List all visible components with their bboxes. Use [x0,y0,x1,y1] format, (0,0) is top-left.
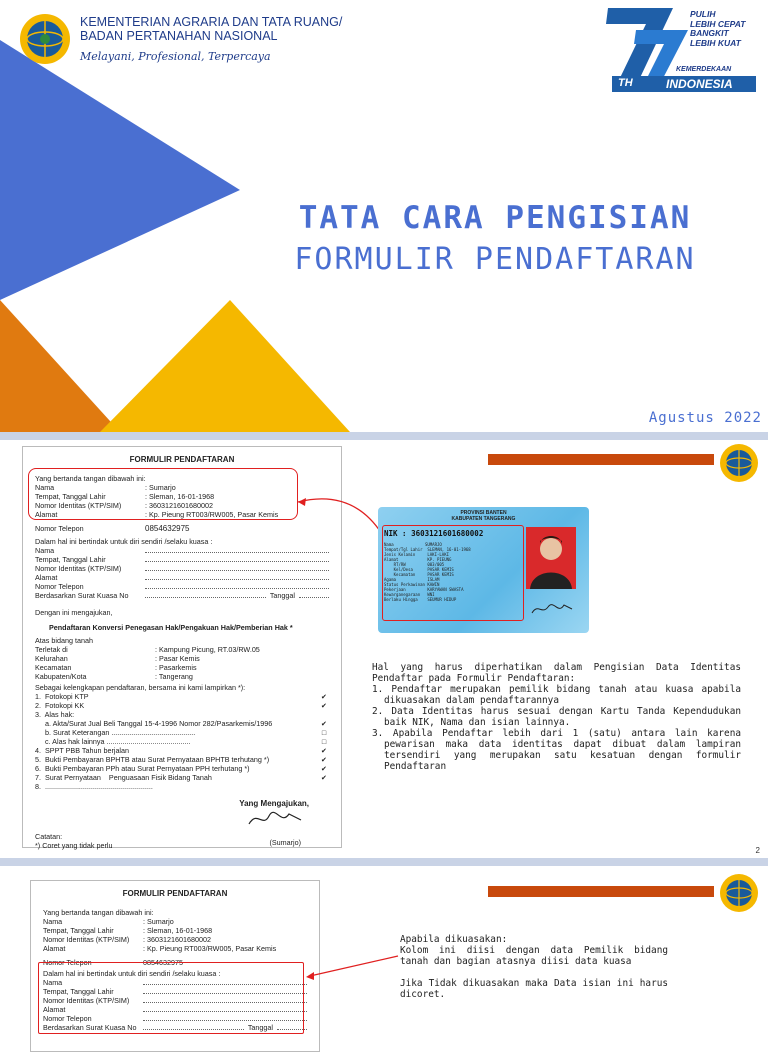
attachment-label: 8. ...................................................... [35,782,153,791]
identity-label: Nomor Identitas (KTP/SIM) [35,501,122,510]
bpn-logo-small-icon-2 [718,872,760,914]
slogan-line-3: BANGKIT [690,28,729,38]
gold-triangle-shape [100,300,350,432]
parcel-value: : Tangerang [155,672,193,681]
parcel-label: Kabupaten/Kota [35,672,87,681]
check-icon: ✔ [320,719,328,728]
identity2-value: : 3603121601680002 [143,935,211,944]
ktp-field: RT/RW 003/005 [384,562,445,567]
parcel-value: : Pasar Kemis [155,654,200,663]
slide-identity-data [0,440,768,858]
phone-value-2: 0854632975 [143,958,183,967]
proxy-label: Nomor Telepon [43,1014,92,1023]
attachment-label: 6. Bukti Pembayaran PPh atau Surat Pernyataan PPH terhutang *) [35,764,250,773]
note-label: Catatan: [35,832,63,841]
proxy-intro: Dalam hal ini bertindak untuk diri sendiri /selaku kuasa : [35,537,213,546]
attachment-item [35,782,329,791]
attachment-label: 7. Surat Pernyataan Penguasaan Fisik Bidang Tanah [35,773,212,782]
proxy-row [35,591,329,600]
identity2-value: : Sumarjo [143,917,174,926]
proxy-dots [299,591,329,598]
identity-value: : Sleman, 16-01-1968 [145,492,215,501]
identity2-row [43,944,307,953]
parcel-label: Terletak di [35,645,68,654]
attachment-item [35,746,329,755]
proxy-row [35,555,329,564]
slogan-line-1: PULIH [690,9,716,19]
blue-triangle-shape [0,40,240,300]
slogan-line-4: LEBIH KUAT [690,37,741,48]
parcel-label: Kelurahan [35,654,68,663]
check-icon [319,710,329,719]
ktp-field: Kewarganegaraan WNI [384,592,435,597]
identity2-row [43,935,307,944]
orange-accent-bar-2 [488,886,714,897]
slide-proxy-data [0,866,768,1032]
proxy-label: Nomor Identitas (KTP/SIM) [43,996,130,1005]
slide-date: Agustus 2022 [648,410,762,426]
ktp-field: Jenis Kelamin LAKI-LAKI [384,552,450,557]
identity-label: Alamat [35,510,58,519]
proxy-highlight-box [38,962,304,1034]
form-proxy-rows [35,546,329,600]
attachment-item [35,773,329,782]
ministry-motto: Melayani, Profesional, Terpercaya [80,50,271,63]
connector-arrow-2 [300,950,400,990]
anniversary-logo [598,4,758,94]
parcel-label: Kecamatan [35,663,72,672]
proxy-label: Tempat, Tanggal Lahir [35,555,106,564]
proxy-dots [145,564,329,571]
parcel-value: : Kampung Picung, RT.03/RW.05 [155,645,260,654]
phone-label: Nomor Telepon [35,524,84,533]
slide-title-line-2: FORMULIR PENDAFTARAN [294,242,696,277]
attachment-item [35,710,329,719]
identity2-row [43,917,307,926]
form-attachment-list [35,692,329,791]
identity2-label: Tempat, Tanggal Lahir [43,926,114,935]
slide-separator-2 [0,858,768,866]
proxy-note-2: Kolom ini diisi dengan data Pemilik bidang tanah dan bagian atasnya diisi data kuasa [400,945,668,967]
ktp-field: Kecamatan PASAR KEMIS [384,572,454,577]
proxy-dots [145,591,266,598]
attachment-item [35,764,329,773]
attachment-label: c. Alas hak lainnya .......................................... [35,737,191,746]
identity2-label: Nama [43,917,63,926]
ktp-field: Agama ISLAM [384,577,440,582]
attachment-label: 4. SPPT PBB Tahun berjalan [35,746,130,755]
proxy-row [35,546,329,555]
attachment-label: 2. Fotokopi KK [35,701,85,710]
anniversary-slogan [690,10,745,48]
identity-highlight-box [28,468,298,520]
phone-label-2: Nomor Telepon [43,958,92,967]
check-icon: □ [321,737,327,746]
parcel-row [35,663,329,672]
proxy-date-label: Tanggal [269,591,295,600]
attachment-label: a. Akta/Surat Jual Beli Tanggal 15-4-1996 Nomor 282/Pasarkemis/1996 [35,719,273,728]
proxy-row [35,573,329,582]
slide-title-line-1: TATA CARA PENGISIAN [298,200,692,236]
slogan-line-2: LEBIH CEPAT [690,18,746,29]
identity-value: : Kp. Pieung RT003/RW005, Pasar Kemis [145,510,279,519]
identity-value: : Sumarjo [145,483,176,492]
ministry-name [80,15,342,43]
signer-name: (Sumarjo) [269,838,301,847]
parcel-row [35,672,329,681]
ktp-photo-icon [526,527,576,589]
instructions-intro: Hal yang harus diperhatikan dalam Pengisian Data Identitas Pendaftar pada Formulir Pendaftaran: [372,662,741,684]
ktp-field: Pekerjaan KARYAWAN SWASTA [384,587,464,592]
identity2-label: Alamat [43,944,66,953]
instruction-item: 1. Pendaftar merupakan pemilik bidang tanah atau kuasa apabila dikuasakan dalam pendaftarannya [372,684,741,706]
attachment-item [35,755,329,764]
parcel-intro: Atas bidang tanah [35,636,93,645]
check-icon: ✔ [320,764,328,773]
instruction-item: 3. Apabila Pendaftar lebih dari 1 (satu) antara lain karena pewarisan maka data identitas dapat dibuat dalam lampiran tersendiri yang merupakan satu kesatuan dengan formulir Pendaftaran [372,728,741,772]
ktp-field: Kel/Desa PASAR KEMIS [384,567,454,572]
proxy-date-label: Tanggal [247,1023,273,1032]
identity2-row [43,926,307,935]
check-icon: ✔ [320,773,328,782]
attachment-item [35,719,329,728]
proxy-intro-2: Dalam hal ini bertindak untuk diri sendiri /selaku kuasa : [43,969,221,978]
ktp-field: Alamat KP. PIEUNG [384,557,452,562]
check-icon: □ [321,728,327,737]
proxy-label: Nomor Telepon [35,582,84,591]
identity-label: Nama [35,483,55,492]
proxy-label: Berdasarkan Surat Kuasa No [43,1023,137,1032]
proxy-label: Alamat [43,1005,66,1014]
identity2-value: : Sleman, 16-01-1968 [143,926,213,935]
ktp-field: Nama SUMARJO [384,542,442,547]
attachment-item [35,692,329,701]
apply-intro: Dengan ini mengajukan, [35,608,113,617]
proxy-label: Nama [35,546,55,555]
attach-intro: Sebagai kelengkapan pendaftaran, bersama ini kami lampirkan *): [35,683,246,692]
parcel-row [35,654,329,663]
check-icon: ✔ [320,755,328,764]
bpn-logo-small-icon [718,442,760,484]
identity-value: : 3603121601680002 [145,501,213,510]
attachment-label: 1. Fotokopi KTP [35,692,89,701]
page-number: 2 [755,846,760,855]
check-icon: ✔ [320,701,328,710]
ktp-field: Tempat/Tgl Lahir SLEMAN, 16-01-1968 [384,547,471,552]
check-icon: ✔ [320,692,328,701]
form-intro: Yang bertanda tangan dibawah ini: [35,474,146,483]
title-slide [0,0,768,432]
instructions-text [372,662,741,772]
kemerdekaan-label: KEMERDEKAAN [676,66,732,73]
identity2-value: : Kp. Pieung RT003/RW005, Pasar Kemis [143,944,277,953]
proxy-dots [145,546,329,553]
instruction-item: 2. Data Identitas harus sesuai dengan Kartu Tanda Kependudukan baik NIK, Nama dan isian lainnya. [372,706,741,728]
parcel-row [35,645,329,654]
apply-title: Pendaftaran Konversi Penegasan Hak/Pengakuan Hak/Pemberian Hak * [49,623,293,632]
form-phone-row [35,524,329,533]
slide-separator [0,432,768,440]
proxy-note-3: Jika Tidak dikuasakan maka Data isian ini harus dicoret. [400,978,668,1000]
form-closing: Yang Mengajukan, [239,799,309,808]
phone-value: 0854632975 [145,524,190,533]
form-parcel-rows [35,645,329,681]
check-icon [319,782,329,791]
ktp-signature-icon [530,601,574,617]
ktp-field: Berlaku Hingga SEUMUR HIDUP [384,597,457,602]
th-label: TH [618,77,633,89]
orange-accent-bar [488,454,714,465]
parcel-value: : Pasarkemis [155,663,197,672]
identity-label: Tempat, Tanggal Lahir [35,492,106,501]
form-footer [35,832,329,850]
form-identity-rows-2 [43,917,307,953]
proxy-label: Nomor Identitas (KTP/SIM) [35,564,122,573]
signature-icon [245,808,305,830]
proxy-label: Berdasarkan Surat Kuasa No [35,591,129,600]
form-heading: FORMULIR PENDAFTARAN [129,455,235,464]
note-text: *) Coret yang tidak perlu [35,841,113,850]
ktp-highlight-box [382,525,524,621]
connector-arrow [290,490,390,540]
proxy-note-1: Apabila dikuasakan: [400,934,508,945]
proxy-dots [145,555,329,562]
orange-triangle-shape [0,300,120,432]
form-intro-2: Yang bertanda tangan dibawah ini: [43,908,154,917]
ktp-field: Status Perkawinan KAWIN [384,582,440,587]
ministry-line-2: BADAN PERTANAHAN NASIONAL [80,29,278,43]
proxy-label: Alamat [35,573,58,582]
attachment-label: 5. Bukti Pembayaran BPHTB atau Surat Pernyataan BPHTB terhutang *) [35,755,270,764]
indonesia-label: INDONESIA [666,77,733,91]
proxy-dots [145,582,329,589]
proxy-label: Nama [43,978,63,987]
proxy-instructions [400,934,668,1000]
ktp-regency: KABUPATEN TANGERANG [451,516,516,522]
proxy-row [35,564,329,573]
ministry-line-1: KEMENTERIAN AGRARIA DAN TATA RUANG/ [80,15,343,29]
ktp-province: PROVINSI BANTEN [460,510,507,516]
ktp-nik: NIK : 3603121601680002 [384,529,484,538]
form-heading-2: FORMULIR PENDAFTARAN [122,889,228,898]
instructions-list [372,684,741,772]
attachment-item [35,701,329,710]
attachment-label: 3. Alas hak: [35,710,75,719]
check-icon: ✔ [320,746,328,755]
identity2-label: Nomor Identitas (KTP/SIM) [43,935,130,944]
proxy-label: Tempat, Tanggal Lahir [43,987,114,996]
bpn-logo-icon [18,12,72,66]
proxy-row [35,582,329,591]
attachment-item [35,737,329,746]
proxy-dots [145,573,329,580]
attachment-label: b. Surat Keterangan .......................................... [35,728,196,737]
attachment-item [35,728,329,737]
